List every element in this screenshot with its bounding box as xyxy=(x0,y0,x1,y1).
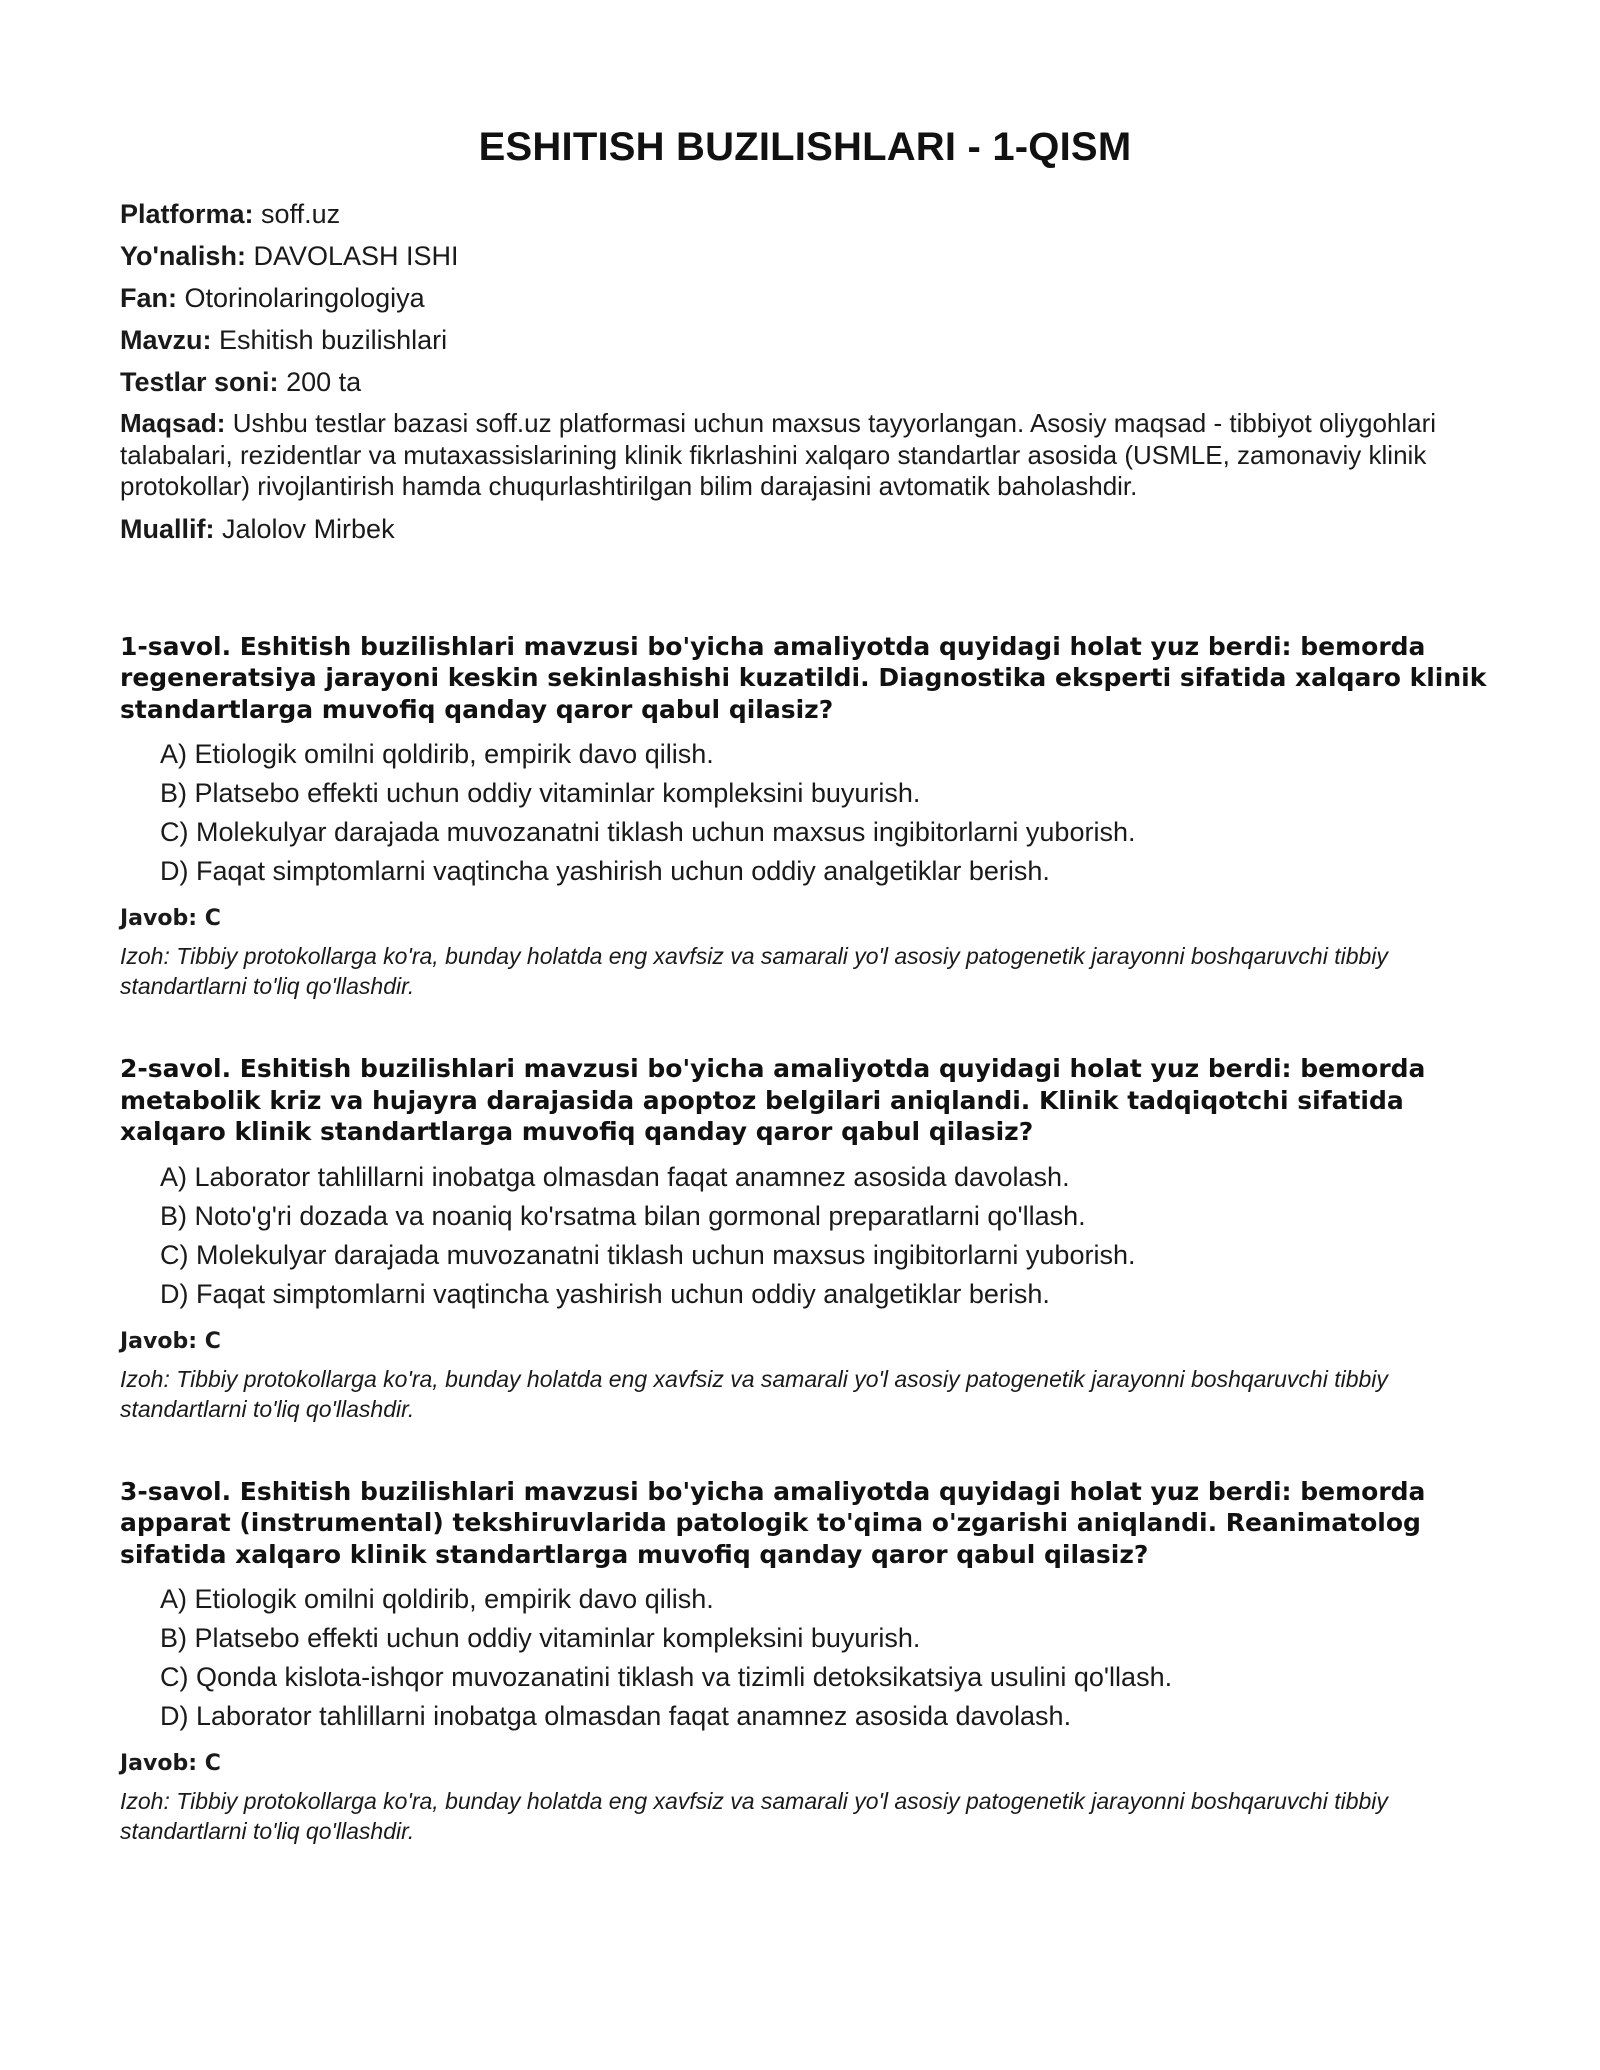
meta-subject xyxy=(120,282,1490,314)
meta-goal xyxy=(120,408,1490,503)
meta-direction-label: Yo'nalish: xyxy=(120,241,246,271)
meta-topic xyxy=(120,324,1490,356)
meta-topic-label: Mavzu: xyxy=(120,325,212,355)
meta-goal-value: Ushbu testlar bazasi soff.uz platformasi uchun maxsus tayyorlangan. Asosiy maqsad - tibbiyot oliygohlari talabalari, rezidentlar va mutaxassislarining klinik fikrlashini xalqaro standartlar asosida (USMLE, zamonaviy klinik protokollar) rivojlantirish hamda chuqurlashtirilgan bilim darajasini avtomatik baholashdir. xyxy=(120,408,1437,501)
option-b: B) Platsebo effekti uchun oddiy vitaminlar kompleksini buyurish. xyxy=(160,1623,921,1653)
option-d: D) Laborator tahlillarni inobatga olmasdan faqat anamnez asosida davolash. xyxy=(160,1701,1072,1731)
meta-block xyxy=(120,198,1490,545)
option-a: A) Laborator tahlillarni inobatga olmasdan faqat anamnez asosida davolash. xyxy=(160,1161,1070,1192)
document-page xyxy=(120,0,1490,1898)
option-a: A) Etiologik omilni qoldirib, empirik davo qilish. xyxy=(160,1584,714,1614)
answer-label: Javob: C xyxy=(120,1751,221,1776)
explanation-note: Izoh: Tibbiy protokollarga ko'ra, bunday holatda eng xavfsiz va samarali yo'l asosiy patogenetik jarayonni boshqaruvchi tibbiy standartlarni to'liq qo'llashdir. xyxy=(120,943,1388,999)
meta-goal-label: Maqsad: xyxy=(120,408,226,438)
question-list xyxy=(120,631,1490,1847)
meta-direction-value: DAVOLASH ISHI xyxy=(253,241,459,271)
option-c: C) Qonda kislota-ishqor muvozanatini tiklash va tizimli detoksikatsiya usulini qo'llash. xyxy=(160,1662,1173,1692)
meta-subject-label: Fan: xyxy=(120,283,177,313)
answer-label: Javob: C xyxy=(120,1328,221,1354)
option-c: C) Molekulyar darajada muvozanatni tiklash uchun maxsus ingibitorlarni yuborish. xyxy=(160,817,1136,847)
option-b: B) Platsebo effekti uchun oddiy vitaminlar kompleksini buyurish. xyxy=(160,778,921,808)
question-text: 3-savol. Eshitish buzilishlari mavzusi bo'yicha amaliyotda quyidagi holat yuz berdi: bemorda apparat (instrumental) tekshiruvlarida patologik to'qima o'zgarishi aniqlandi. Reanimatolog sifatida xalqaro klinik standartlarga muvofiq qanday qaror qabul qilasiz? xyxy=(120,1476,1426,1569)
meta-author-label: Muallif: xyxy=(120,513,215,544)
explanation-note: Izoh: Tibbiy protokollarga ko'ra, bunday holatda eng xavfsiz va samarali yo'l asosiy patogenetik jarayonni boshqaruvchi tibbiy standartlarni to'liq qo'llashdir. xyxy=(120,1365,1388,1422)
meta-platform xyxy=(120,198,1490,230)
question-text: 2-savol. Eshitish buzilishlari mavzusi bo'yicha amaliyotda quyidagi holat yuz berdi: bemorda metabolik kriz va hujayra darajasida apoptoz belgilari aniqlandi. Klinik tadqiqotchi sifatida xalqaro klinik standartlarga muvofiq qanday qaror qabul qilasiz? xyxy=(120,1054,1426,1146)
meta-platform-label: Platforma: xyxy=(120,199,254,229)
option-d: D) Faqat simptomlarni vaqtincha yashirish uchun oddiy analgetiklar berish. xyxy=(160,1278,1050,1309)
meta-author-value: Jalolov Mirbek xyxy=(222,513,395,544)
meta-test-count-value: 200 ta xyxy=(286,367,362,397)
answer-label: Javob: C xyxy=(120,906,221,931)
document-title: ESHITISH BUZILISHLARI - 1-QISM xyxy=(478,125,1132,169)
option-d: D) Faqat simptomlarni vaqtincha yashirish uchun oddiy analgetiklar berish. xyxy=(160,856,1050,886)
meta-test-count xyxy=(120,366,1490,398)
question-1 xyxy=(120,631,1490,1002)
question-text: 1-savol. Eshitish buzilishlari mavzusi bo'yicha amaliyotda quyidagi holat yuz berdi: bemorda regeneratsiya jarayoni keskin sekinlashishi kuzatildi. Diagnostika eksperti sifatida xalqaro klinik standartlarga muvofiq qanday qaror qabul qilasiz? xyxy=(120,631,1487,724)
meta-platform-value: soff.uz xyxy=(261,199,341,229)
option-a: A) Etiologik omilni qoldirib, empirik davo qilish. xyxy=(160,739,714,769)
explanation-note: Izoh: Tibbiy protokollarga ko'ra, bunday holatda eng xavfsiz va samarali yo'l asosiy patogenetik jarayonni boshqaruvchi tibbiy standartlarni to'liq qo'llashdir. xyxy=(120,1788,1388,1844)
meta-direction xyxy=(120,240,1490,272)
meta-subject-value: Otorinolaringologiya xyxy=(184,283,425,313)
option-c: C) Molekulyar darajada muvozanatni tiklash uchun maxsus ingibitorlarni yuborish. xyxy=(160,1239,1136,1270)
meta-topic-value: Eshitish buzilishlari xyxy=(219,325,448,355)
question-3 xyxy=(120,1476,1490,1847)
question-2 xyxy=(120,1053,1490,1424)
option-b: B) Noto'g'ri dozada va noaniq ko'rsatma bilan gormonal preparatlarni qo'llash. xyxy=(160,1200,1086,1231)
meta-test-count-label: Testlar soni: xyxy=(120,367,279,397)
meta-author xyxy=(120,513,1490,545)
